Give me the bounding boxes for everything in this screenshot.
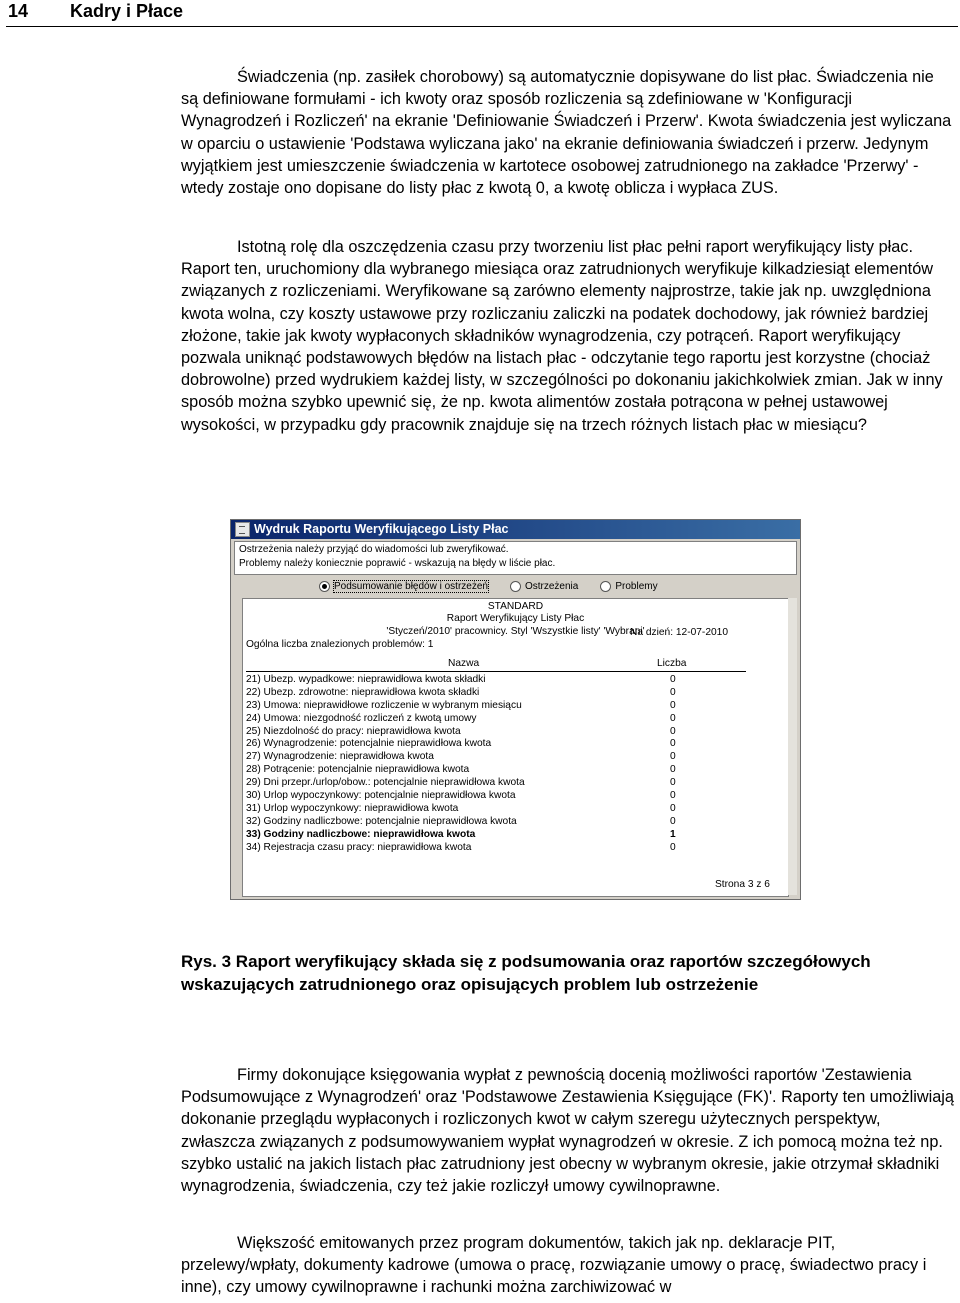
warning-box	[234, 541, 797, 575]
row-count: 0	[670, 686, 676, 698]
row-count: 0	[670, 815, 676, 827]
page-header	[6, 0, 958, 27]
window-titlebar	[231, 520, 800, 539]
table-row	[246, 726, 686, 739]
page-number: 14	[8, 1, 29, 21]
table-row	[246, 790, 686, 803]
row-label: 21) Ubezp. wypadkowe: nieprawidłowa kwota składki	[246, 674, 486, 685]
table-row	[246, 842, 686, 855]
report-scrollbar[interactable]	[788, 598, 797, 895]
table-row-highlighted	[246, 829, 686, 842]
table-row	[246, 674, 686, 687]
row-label: 31) Urlop wypoczynkowy: nieprawidłowa kwota	[246, 802, 459, 814]
row-label: 24) Umowa: niezgodność rozliczeń z kwotą umowy	[246, 712, 477, 724]
table-row	[246, 738, 686, 751]
header-divider	[246, 671, 746, 672]
paragraph-2-block	[181, 236, 954, 436]
row-label: 29) Dni przepr./urlop/obow.: potencjalnie nieprawidłowa kwota	[246, 777, 525, 789]
report-heading: Raport Weryfikujący Listy Płac	[446, 613, 585, 624]
report-period: 'Styczeń/2010' pracownicy. Styl 'Wszystkie listy' 'Wybrani'	[386, 626, 645, 637]
window-title: Wydruk Raportu Weryfikującego Listy Płac	[254, 522, 509, 536]
row-label: 22) Ubezp. zdrowotne: nieprawidłowa kwota składki	[246, 686, 480, 698]
table-row	[246, 751, 686, 764]
row-count: 1	[670, 828, 676, 840]
table-row	[246, 764, 686, 777]
page-header-title: Kadry i Płace	[70, 1, 184, 21]
report-summary: Ogólna liczba znalezionych problemów: 1	[246, 639, 434, 650]
radio-summary[interactable]	[319, 581, 488, 592]
report-mode-radio-group	[231, 575, 800, 597]
row-label: 30) Urlop wypoczynkowy: potencjalnie nieprawidłowa kwota	[246, 790, 516, 802]
row-label: 23) Umowa: nieprawidłowe rozliczenie w wybranym miesiącu	[246, 699, 522, 711]
table-row	[246, 816, 686, 829]
radio-label: Podsumowanie błędów i ostrzeżeń	[334, 580, 488, 592]
radio-icon	[510, 581, 521, 592]
row-count: 0	[670, 802, 676, 814]
row-count: 0	[670, 777, 676, 789]
radio-icon	[600, 581, 611, 592]
row-count: 0	[670, 790, 676, 802]
table-row	[246, 713, 686, 726]
radio-label: Ostrzeżenia	[524, 580, 579, 592]
paragraph: Firmy dokonujące księgowania wypłat z pewnością docenią możliwości raportów 'Zestawienia Podsumowujące z Wynagrodzeń' oraz 'Podstawowe Zestawienia Księgujące (FK)'. Raporty ten umożliwiają dokonanie przeglądu wypłaconych i rozliczonych kwot w całym szeregu użytecznych perspektyw, zwłaszcza związanych z podsumowywaniem wypłat wynagrodzeń w okresie. Z ich pomocą można też np. szybko ustalić na jakich listach płac zatrudniony jest obecny w wybranym okresie, jakie otrzymał składniki wynagrodzenia, świadczenia, czy też jakie rozliczył umowy cywilnoprawne.	[181, 1066, 954, 1196]
row-label: 34) Rejestracja czasu pracy: nieprawidłowa kwota	[246, 841, 472, 853]
paragraph-1-block	[181, 66, 954, 199]
report-page-info: Strona 3 z 6	[715, 879, 770, 890]
radio-selected-icon	[319, 581, 330, 592]
figure-caption: Rys. 3 Raport weryfikujący składa się z podsumowania oraz raportów szczegółowych wskazujących zatrudnionego oraz opisujących problem lub ostrzeżenie	[181, 952, 871, 994]
row-count: 0	[670, 712, 676, 724]
paragraph: Istotną rolę dla oszczędzenia czasu przy tworzeniu list płac pełni raport weryfikujący listy płac. Raport ten, uruchomiony dla wybranego miesiąca oraz zatrudnionych weryfikuje kilkadziesiąt elementów związanych z rozliczeniami. Weryfikowane są zarówno elementy najprostrze, takie jak np. uwzględniona kwota wolna, czy koszty ustawowe przy rozliczaniu zaliczki na podatek dochodowy, jak również bardziej złożone, takie jak kwoty wypłaconych składników wynagrodzenia, czy potrąceń. Raport weryfikujący pozwala uniknąć podstawowych błędów na listach płac - odczytanie tego raportu jest korzystne (chociaż dobrowolne) przed wydrukiem każdej listy, w szczególności po dokonaniu jakichkolwiek zmian. Jak w inny sposób można szybko upewnić się, że np. kwota alimentów została potrącona w pełnej ustawowej wysokości, w przypadku gdy pracownik znajduje się na trzech różnych listach płac w miesiącu?	[181, 238, 943, 434]
row-count: 0	[670, 841, 676, 853]
report-window-icon	[235, 522, 250, 537]
radio-warnings[interactable]	[510, 581, 578, 592]
row-count: 0	[670, 674, 676, 685]
row-count: 0	[670, 738, 676, 750]
column-header-name: Nazwa	[448, 658, 480, 669]
row-count: 0	[670, 725, 676, 737]
warning-line: Problemy należy koniecznie poprawić - wskazują na błędy w liście płac.	[239, 558, 556, 569]
paragraph-3-block	[181, 1064, 954, 1197]
row-label: 32) Godziny nadliczbowe: potencjalnie nieprawidłowa kwota	[246, 815, 517, 827]
paragraph-4-block	[181, 1232, 954, 1299]
row-count: 0	[670, 764, 676, 776]
warning-line: Ostrzeżenia należy przyjąć do wiadomości lub zweryfikować.	[239, 544, 509, 555]
row-label: 28) Potrącenie: potencjalnie nieprawidłowa kwota	[246, 764, 470, 776]
row-label: 33) Godziny nadliczbowe: nieprawidłowa kwota	[246, 828, 476, 840]
report-preview	[242, 598, 789, 897]
row-count: 0	[670, 751, 676, 763]
table-row	[246, 777, 686, 790]
paragraph: Świadczenia (np. zasiłek chorobowy) są automatycznie dopisywane do list płac. Świadczenia nie są definiowane formułami - ich kwoty oraz sposób rozliczenia są zdefiniowane w 'Konfiguracji Wynagrodzeń i Rozliczeń' na ekranie 'Definiowanie Świadczeń i Przerw'. Kwota świadczenia jest wyliczana w oparciu o ustawienie 'Podstawa wyliczana jako' na ekranie definiowania świadczeń i przerw. Jedynym wyjątkiem jest umieszczenie świadczenia w kartotece osobowej zatrudnionego na zakładce 'Przerwy' - wtedy zostaje ono dopisane do listy płac z kwotą 0, a kwotę oblicza i wypłaca ZUS.	[181, 68, 952, 198]
report-standard-label: STANDARD	[487, 601, 544, 612]
column-header-count: Liczba	[657, 658, 687, 669]
row-count: 0	[670, 699, 676, 711]
table-row	[246, 803, 686, 816]
report-rows	[246, 674, 686, 854]
table-row	[246, 700, 686, 713]
report-date: Na dzień: 12-07-2010	[630, 627, 728, 638]
row-label: 27) Wynagrodzenie: nieprawidłowa kwota	[246, 751, 434, 763]
row-label: 25) Niezdolność do pracy: nieprawidłowa kwota	[246, 725, 461, 737]
table-row	[246, 687, 686, 700]
radio-problems[interactable]	[600, 581, 657, 592]
row-label: 26) Wynagrodzenie: potencjalnie nieprawidłowa kwota	[246, 738, 492, 750]
radio-label: Problemy	[615, 580, 658, 592]
report-screenshot-figure	[230, 519, 801, 900]
paragraph: Większość emitowanych przez program dokumentów, takich jak np. deklaracje PIT, przelewy/wpłaty, dokumenty kadrowe (umowa o pracę, rozwiązanie umowy o pracę, świadectwo pracy i inne), czy umowy cywilnoprawne i rachunki można zarchiwizować w	[181, 1234, 927, 1297]
